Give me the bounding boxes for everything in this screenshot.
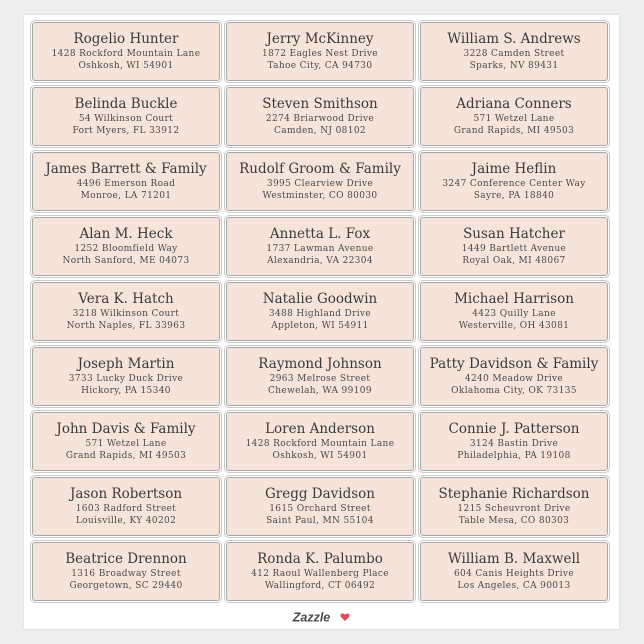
- address-label: [32, 347, 220, 406]
- address-label: [420, 347, 608, 406]
- recipient-name: Patty Davidson & Family: [429, 356, 599, 372]
- recipient-name: Jerry McKinney: [266, 31, 374, 47]
- recipient-name: James Barrett & Family: [45, 161, 207, 177]
- recipient-name: William B. Maxwell: [447, 551, 581, 567]
- recipient-name: Gregg Davidson: [264, 486, 375, 502]
- recipient-name: Jaime Heflin: [471, 161, 557, 177]
- street-address: 1252 Bloomfield Way: [74, 244, 178, 254]
- city-state-zip: Sparks, NV 89431: [469, 60, 559, 71]
- street-address: 412 Raoul Wallenberg Place: [251, 569, 389, 579]
- city-state-zip: Royal Oak, MI 48067: [462, 255, 566, 266]
- street-address: 4240 Meadow Drive: [464, 374, 564, 384]
- street-address: 1872 Eagles Nest Drive: [262, 49, 378, 59]
- address-label: [420, 22, 608, 81]
- street-address: 3995 Clearview Drive: [266, 179, 374, 189]
- city-state-zip: Oshkosh, WI 54901: [272, 450, 368, 461]
- city-state-zip: Camden, NJ 08102: [274, 125, 366, 136]
- address-label: [420, 87, 608, 146]
- city-state-zip: Fort Myers, FL 33912: [72, 125, 180, 136]
- street-address: 571 Wetzel Lane: [473, 114, 555, 124]
- recipient-name: Ronda K. Palumbo: [257, 551, 383, 567]
- recipient-name: Annetta L. Fox: [269, 226, 371, 242]
- address-label: [226, 152, 414, 211]
- city-state-zip: Appleton, WI 54911: [271, 320, 369, 331]
- address-label: [32, 412, 220, 471]
- city-state-zip: Sayre, PA 18840: [473, 190, 555, 201]
- address-label: [32, 87, 220, 146]
- recipient-name: Alan M. Heck: [79, 226, 173, 242]
- recipient-name: Steven Smithson: [262, 96, 378, 112]
- address-label: [226, 87, 414, 146]
- address-label: [226, 347, 414, 406]
- street-address: 2963 Melrose Street: [269, 374, 371, 384]
- city-state-zip: Tahoe City, CA 94730: [267, 60, 373, 71]
- address-label: [226, 542, 414, 601]
- city-state-zip: Wallingford, CT 06492: [264, 580, 376, 591]
- recipient-name: Joseph Martin: [77, 356, 175, 372]
- recipient-name: Connie J. Patterson: [448, 421, 580, 437]
- address-label: [32, 542, 220, 601]
- street-address: 3124 Bastin Drive: [469, 439, 559, 449]
- city-state-zip: Saint Paul, MN 55104: [266, 515, 374, 526]
- footer: [24, 608, 619, 625]
- address-label: [226, 282, 414, 341]
- recipient-name: Michael Harrison: [454, 291, 574, 307]
- street-address: 604 Canis Heights Drive: [453, 569, 574, 579]
- recipient-name: Adriana Conners: [456, 96, 572, 112]
- city-state-zip: Hickory, PA 15340: [81, 385, 171, 396]
- city-state-zip: Westminster, CO 80030: [262, 190, 378, 201]
- street-address: 1215 Scheuvront Drive: [457, 504, 571, 514]
- address-label: [226, 22, 414, 81]
- street-address: 571 Wetzel Lane: [85, 439, 167, 449]
- street-address: 3733 Lucky Duck Drive: [68, 374, 184, 384]
- street-address: 4423 Quilly Lane: [472, 309, 556, 319]
- recipient-name: Rogelio Hunter: [73, 31, 179, 47]
- heart-icon: [340, 612, 350, 622]
- label-grid: [32, 22, 608, 601]
- city-state-zip: Philadelphia, PA 19108: [457, 450, 571, 461]
- address-label: [420, 412, 608, 471]
- recipient-name: Jason Robertson: [69, 486, 183, 502]
- address-label: [32, 217, 220, 276]
- address-label: [32, 22, 220, 81]
- city-state-zip: North Naples, FL 33963: [66, 320, 186, 331]
- city-state-zip: North Sanford, ME 04073: [62, 255, 190, 266]
- recipient-name: Belinda Buckle: [74, 96, 178, 112]
- street-address: 1449 Bartlett Avenue: [461, 244, 567, 254]
- address-label: [420, 477, 608, 536]
- city-state-zip: Westerville, OH 43081: [458, 320, 570, 331]
- recipient-name: Natalie Goodwin: [262, 291, 378, 307]
- recipient-name: Beatrice Drennon: [65, 551, 187, 567]
- address-label: [420, 542, 608, 601]
- street-address: 1603 Radford Street: [75, 504, 177, 514]
- brand-logo: Zazzle: [292, 610, 331, 625]
- address-label: [420, 282, 608, 341]
- street-address: 54 Wilkinson Court: [78, 114, 174, 124]
- address-label: [32, 282, 220, 341]
- recipient-name: Stephanie Richardson: [438, 486, 590, 502]
- city-state-zip: Grand Rapids, MI 49503: [453, 125, 575, 136]
- street-address: 4496 Emerson Road: [76, 179, 176, 189]
- city-state-zip: Los Angeles, CA 90013: [457, 580, 571, 591]
- recipient-name: Rudolf Groom & Family: [239, 161, 401, 177]
- street-address: 1316 Broadway Street: [71, 569, 181, 579]
- street-address: 3218 Wilkinson Court: [72, 309, 180, 319]
- street-address: 3228 Camden Street: [463, 49, 565, 59]
- street-address: 1428 Rockford Mountain Lane: [51, 49, 201, 59]
- sticker-sheet: [24, 15, 619, 629]
- address-label: [32, 152, 220, 211]
- city-state-zip: Louisville, KY 40202: [75, 515, 177, 526]
- address-label: [226, 477, 414, 536]
- recipient-name: John Davis & Family: [56, 421, 196, 437]
- address-label: [226, 217, 414, 276]
- street-address: 3247 Conference Center Way: [442, 179, 586, 189]
- recipient-name: Loren Anderson: [265, 421, 375, 437]
- street-address: 1428 Rockford Mountain Lane: [245, 439, 395, 449]
- city-state-zip: Monroe, LA 71201: [80, 190, 172, 201]
- recipient-name: Raymond Johnson: [258, 356, 382, 372]
- address-label: [226, 412, 414, 471]
- address-label: [420, 152, 608, 211]
- recipient-name: William S. Andrews: [447, 31, 581, 47]
- recipient-name: Vera K. Hatch: [78, 291, 174, 307]
- city-state-zip: Georgetown, SC 29440: [69, 580, 183, 591]
- street-address: 3488 Highland Drive: [268, 309, 372, 319]
- city-state-zip: Table Mesa, CO 80303: [458, 515, 570, 526]
- city-state-zip: Oshkosh, WI 54901: [78, 60, 174, 71]
- city-state-zip: Oklahoma City, OK 73135: [451, 385, 577, 396]
- street-address: 2274 Briarwood Drive: [265, 114, 375, 124]
- city-state-zip: Chewelah, WA 99109: [268, 385, 372, 396]
- address-label: [420, 217, 608, 276]
- recipient-name: Susan Hatcher: [463, 226, 565, 242]
- city-state-zip: Grand Rapids, MI 49503: [65, 450, 187, 461]
- address-label: [32, 477, 220, 536]
- city-state-zip: Alexandria, VA 22304: [267, 255, 373, 266]
- street-address: 1737 Lawman Avenue: [266, 244, 374, 254]
- street-address: 1615 Orchard Street: [269, 504, 371, 514]
